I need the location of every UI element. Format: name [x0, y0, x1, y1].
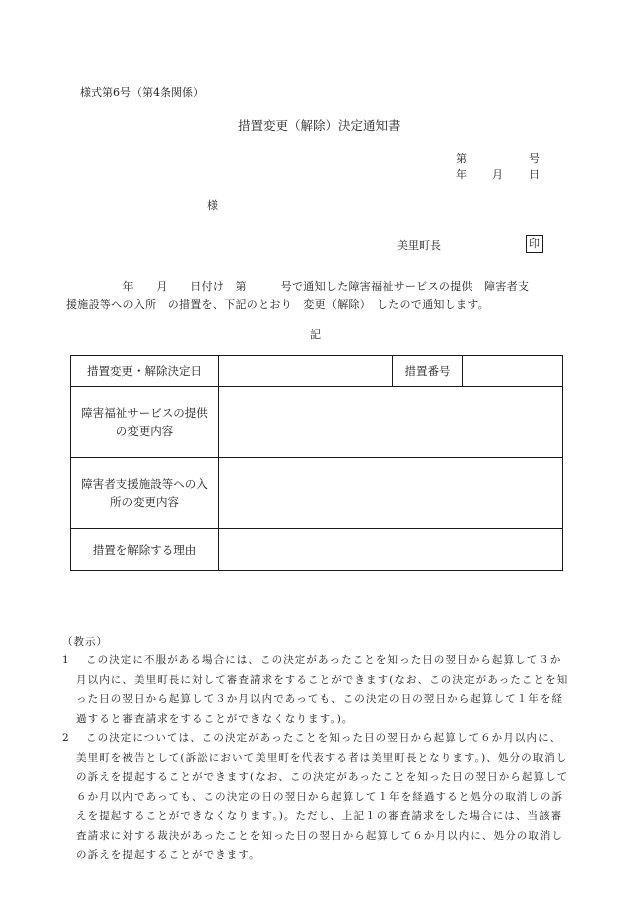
- instruction-number-2: 2: [62, 732, 70, 744]
- measure-number-label: 措置番号: [393, 356, 463, 387]
- instruction-item-2: [62, 729, 572, 866]
- welfare-service-change-value: [219, 387, 563, 458]
- measure-number-value: [463, 356, 563, 387]
- facility-admission-change-label-line2: 所の変更内容: [110, 495, 179, 509]
- instruction-number-1: 1: [62, 654, 70, 666]
- facility-admission-change-value: [219, 458, 563, 529]
- decision-date-value: [219, 356, 393, 387]
- decision-date-label: 措置変更・解除決定日: [71, 356, 219, 387]
- instruction-text-1: この決定に不服がある場合には、この決定があったことを知った日の翌日から起算して３か月以内に、美里町長に対して審査請求をすることができます(なお、この決定があったことを知った日の翌日から起算して３か月以内であっても、この決定の日の翌日から起算して１年を経過すると審査請求をすることができなくなります。)。: [76, 654, 569, 725]
- welfare-service-change-label: [71, 387, 219, 458]
- decision-table: [70, 355, 563, 571]
- instructions-heading: （教示）: [62, 636, 108, 648]
- table-row: [71, 529, 563, 571]
- cancellation-reason-value: [219, 529, 563, 571]
- date-day: 日: [529, 168, 540, 181]
- welfare-service-change-label-line2: の変更内容: [115, 424, 174, 438]
- form-number: 様式第6号（第4条関係）: [80, 86, 204, 99]
- addressee-suffix: 様: [207, 199, 218, 212]
- date-year: 年: [456, 168, 467, 181]
- body-text-line-2: 援施設等への入所 の措置を、下記のとおり 変更（解除） したので通知します。: [66, 298, 490, 311]
- date-month: 月: [492, 168, 503, 181]
- instruction-text-2: この決定については、この決定があったことを知った日の翌日から起算して６か月以内に、美里町を被告として(訴訟において美里町を代表する者は美里町長となります。)、処分の取消しの訴えを提起することができます(なお、この決定があったことを知った日の翌日から起算して６か月以内であっても、この決定の日の翌日から起算して１年を経過すると処分の取消しの訴えを提起することができなくなります。)。ただし、上記１の審査請求をした場合には、当該審査請求に対する裁決があったことを知った日の翌日から起算して６か月以内に、処分の取消しの訴えを提起することができます。: [76, 732, 569, 861]
- doc-number-go: 号: [529, 152, 540, 165]
- facility-admission-change-label-line1: 障害者支援施設等への入: [81, 477, 208, 491]
- body-text-line-1: 年 月 日付け 第 号で通知した障害福祉サービスの提供 障害者支: [66, 280, 530, 293]
- instructions-section: [62, 634, 572, 866]
- issuer-name: 美里町長: [397, 239, 441, 252]
- table-row: [71, 387, 563, 458]
- table-row: [71, 458, 563, 529]
- ki-heading: 記: [310, 328, 321, 341]
- welfare-service-change-label-line1: 障害福祉サービスの提供: [81, 406, 208, 420]
- instruction-item-1: [62, 651, 572, 729]
- table-row: [71, 356, 563, 387]
- doc-number-dai: 第: [456, 152, 467, 165]
- facility-admission-change-label: [71, 458, 219, 529]
- cancellation-reason-label: 措置を解除する理由: [71, 529, 219, 571]
- seal-mark: 印: [526, 235, 543, 253]
- document-title: 措置変更（解除）決定通知書: [238, 118, 401, 133]
